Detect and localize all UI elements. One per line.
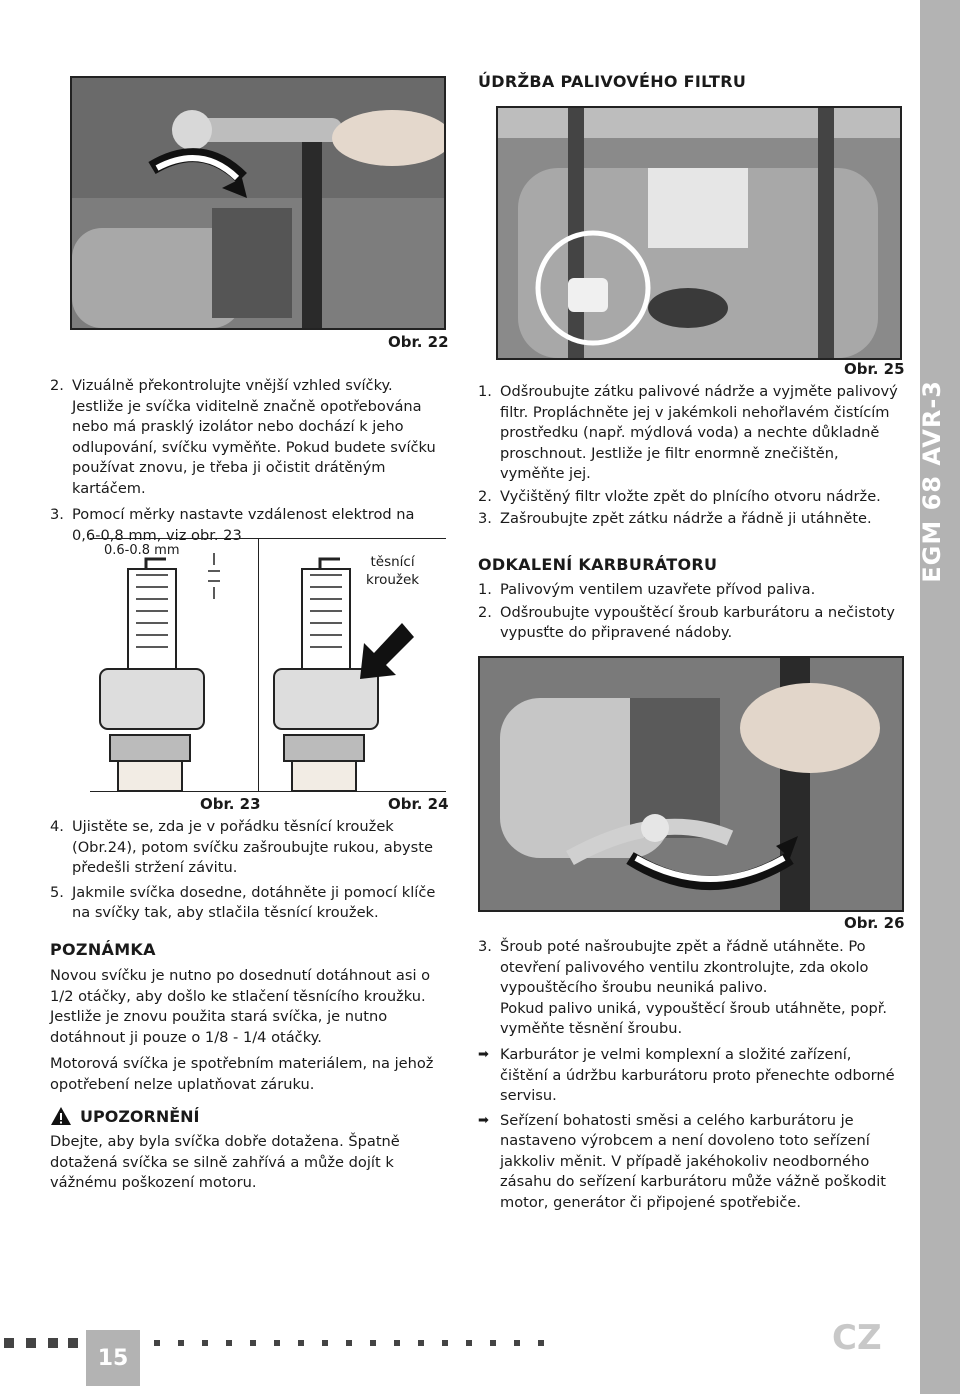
ring-label: těsnící kroužek [366, 554, 420, 588]
arrow-icon [360, 623, 414, 679]
step-item: 1. Palivovým ventilem uzavřete přívod paliva. [478, 581, 816, 598]
note-para-1: Novou svíčku je nutno po dosednutí dotáhnout asi o 1/2 otáčky, aby došlo ke stlačení těsnícího kroužku. Jestliže je znovu použita stará svíčka, je nutno dotáhnout ji pouze o 1/8 - 1/4 otáčky. [50, 967, 431, 1046]
step-item: 3. Pomocí měrky nastavte vzdálenost elektrod na 0,6-0,8 mm, viz obr. 23 [50, 506, 415, 544]
spark-plug-icon [100, 559, 204, 791]
carb-notes [478, 1045, 902, 1215]
step-item: 2. Odšroubujte vypouštěcí šroub karburátoru a nečistoty vypusťte do připravené nádoby. [478, 603, 895, 641]
caption-fig26: Obr. 26 [844, 914, 905, 932]
step-item: 5. Jakmile svíčka dosedne, dotáhněte ji pomocí klíče na svíčky tak, aby stlačila těsnící kroužek. [50, 883, 436, 921]
caption-fig22: Obr. 22 [388, 333, 449, 351]
gap-label: 0.6-0.8 mm [104, 543, 180, 558]
page-number: 15 [86, 1330, 140, 1386]
photo-spark-plug-wrench [70, 76, 446, 330]
step-item: 3. Šroub poté našroubujte zpět a řádně utáhněte. Po otevření palivového ventilu zkontrolujte, zda okolo vypouštěcího šroubu neuniká palivo. Pokud palivo uniká, vypouštěcí šroub utáhněte, popř. vyměňte těsnění šroubu. [478, 938, 888, 1037]
step-item: 2. Vizuálně překontrolujte vnější vzhled svíčky. Jestliže je svíčka viditelně značně opotřebována nebo má prasklý izolátor nebo dochází k jeho odlupování, svíčku vyměňte. Pokud budete svíčku používat znovu, je třeba ji očistit drátěným kartáčem. [50, 377, 436, 497]
note-item: ➡ Seřízení bohatosti směsi a celého karburátoru je nastaveno výrobcem a není dovoleno toto seřízení jakkoliv měnit. V případě jakéhokoliv neodborného zásahu do seřízení karburátoru může vážně poškodit motor, generátor či připojené spotřebiče. [478, 1111, 902, 1214]
warning-heading: UPOZORNĚNÍ [50, 1106, 200, 1126]
spark-plug-figure [90, 538, 446, 792]
photo-fuel-tank-filter [496, 106, 902, 360]
side-tab [920, 0, 960, 1394]
language-code: CZ [832, 1318, 882, 1358]
carb-steps [478, 580, 902, 646]
warning-text: Dbejte, aby byla svíčka dobře dotažena. Špatně dotažená svíčka se silně zahřívá a může dojít k vážnému poškození motoru. [50, 1133, 400, 1191]
step-item: 4. Ujistěte se, zda je v pořádku těsnící kroužek (Obr.24), potom svíčku zašroubujte rukou, abyste předešli stržení závitu. [50, 818, 433, 876]
note-item: ➡ Karburátor je velmi komplexní a složité zařízení, čištění a údržbu karburátoru proto přenechte odborné servisu. [478, 1045, 902, 1107]
fuel-filter-heading: ÚDRŽBA PALIVOVÉHO FILTRU [478, 72, 747, 91]
spark-plug-steps-a [50, 376, 446, 548]
caption-fig24: Obr. 24 [388, 795, 449, 813]
caption-fig25: Obr. 25 [844, 360, 905, 378]
step-item: 2. Vyčištěný filtr vložte zpět do plnícího otvoru nádrže. [478, 487, 881, 505]
caption-fig23: Obr. 23 [200, 795, 261, 813]
step-item: 3. Zašroubujte zpět zátku nádrže a řádně ji utáhněte. [478, 510, 872, 527]
fuel-filter-steps [478, 382, 902, 532]
model-label: EGM 68 AVR-3 [918, 380, 946, 583]
note-heading: POZNÁMKA [50, 940, 156, 959]
carb-step-3 [478, 937, 902, 1042]
arrow-right-icon: ➡ [478, 1112, 489, 1128]
spark-plug-steps-b [50, 817, 446, 926]
step-item: 1. Odšroubujte zátku palivové nádrže a vyjměte palivový filtr. Propláchněte jej v jakémkoli nehořlavém čistícím prostředku (např. mýdlová voda) a nechte důkladně proschnout. Jestliže je filtr enormně znečištěn, vyměňte jej. [478, 383, 898, 482]
carb-heading: ODKALENÍ KARBURÁTORU [478, 555, 718, 574]
note-para-2: Motorová svíčka je spotřebním materiálem, na jehož opotřebení nelze uplatňovat záruku. [50, 1055, 434, 1093]
arrow-right-icon: ➡ [478, 1047, 489, 1062]
warning-triangle-icon [50, 1106, 72, 1126]
photo-carburetor-drain [478, 656, 904, 912]
